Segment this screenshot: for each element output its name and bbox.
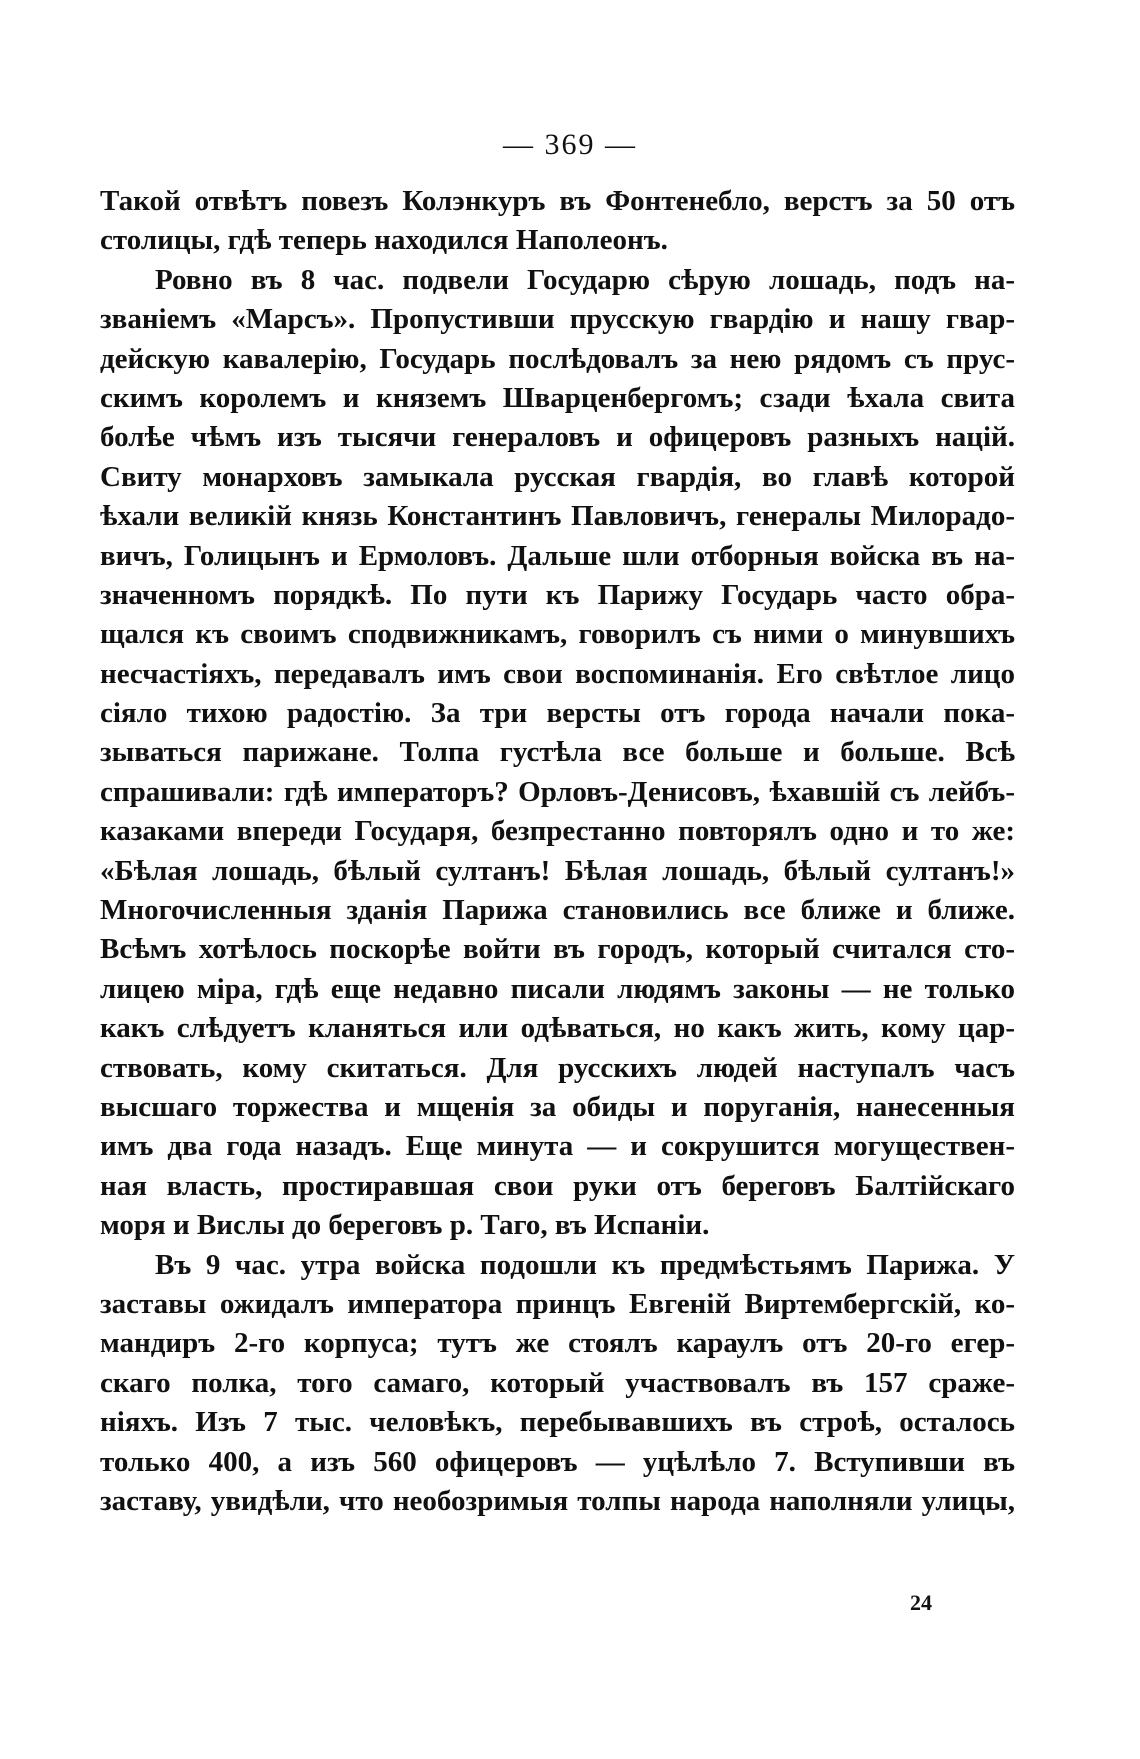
- text-line: столицы, гдѣ теперь находился Наполеонъ.: [100, 224, 668, 257]
- text-line: званіемъ «Марсъ». Пропустивши прусскую гвардію и нашу гвар-: [100, 303, 1015, 336]
- page-number: — 369 —: [503, 128, 637, 161]
- signature-mark: 24: [910, 1590, 932, 1615]
- text-line: заставу, увидѣли, что необозримыя толпы народа наполняли улицы,: [100, 1484, 1015, 1517]
- text-line: какъ слѣдуетъ кланяться или одѣваться, но какъ жить, кому цар-: [100, 1012, 1015, 1045]
- text-line: Многочисленныя зданія Парижа становились все ближе и ближе.: [100, 894, 1015, 927]
- text-line: ствовать, кому скитаться. Для русскихъ людей наступалъ часъ: [100, 1051, 1015, 1084]
- body-text: [100, 182, 1015, 1521]
- text-line: дейскую кавалерію, Государь послѣдовалъ за нею рядомъ съ прус-: [100, 342, 1015, 375]
- text-line: лицею міра, гдѣ еще недавно писали людямъ законы — не только: [100, 972, 1015, 1005]
- text-line: «Бѣлая лошадь, бѣлый султанъ! Бѣлая лошадь, бѣлый султанъ!»: [100, 854, 1015, 887]
- text-line: высшаго торжества и мщенія за обиды и поруганія, нанесенныя: [100, 1090, 1015, 1123]
- text-line: моря и Вислы до береговъ р. Таго, въ Испаніи.: [100, 1209, 710, 1242]
- text-line: Свиту монарховъ замыкала русская гвардія, во главѣ которой: [100, 460, 1015, 493]
- text-line: ніяхъ. Изъ 7 тыс. человѣкъ, перебывавшихъ въ строѣ, осталось: [100, 1406, 1015, 1439]
- text-line: вичъ, Голицынъ и Ермоловъ. Дальше шли отборныя войска въ на-: [100, 539, 1015, 572]
- text-line: мандиръ 2-го корпуса; тутъ же стоялъ караулъ отъ 20-го егер-: [100, 1327, 1015, 1360]
- text-line: спрашивали: гдѣ императоръ? Орловъ-Денисовъ, ѣхавшій съ лейбъ-: [100, 775, 1015, 808]
- text-line: имъ два года назадъ. Еще минута — и сокрушится могуществен-: [100, 1130, 1015, 1163]
- text-line: Всѣмъ хотѣлось поскорѣе войти въ городъ, который считался сто-: [100, 933, 1015, 966]
- text-line: Въ 9 час. утра войска подошли къ предмѣстьямъ Парижа. У: [155, 1248, 1015, 1281]
- text-line: казаками впереди Государя, безпрестанно повторялъ одно и то же:: [100, 815, 1015, 848]
- text-line: скаго полка, того самаго, который участвовалъ въ 157 сраже-: [100, 1366, 1015, 1399]
- text-line: щался къ своимъ сподвижникамъ, говорилъ съ ними о минувшихъ: [100, 618, 1015, 651]
- text-line: сіяло тихою радостію. За три версты отъ города начали пока-: [100, 697, 1015, 730]
- text-line: Такой отвѣтъ повезъ Колэнкуръ въ Фонтенебло, верстъ за 50 отъ: [100, 185, 1015, 217]
- text-line: только 400, а изъ 560 офицеровъ — уцѣлѣло 7. Вступивши въ: [100, 1445, 1015, 1478]
- text-line: несчастіяхъ, передавалъ имъ свои воспоминанія. Его свѣтлое лицо: [100, 657, 1015, 690]
- text-line: ная власть, простиравшая свои руки отъ береговъ Балтійскаго: [100, 1169, 1015, 1202]
- text-line: зываться парижане. Толпа густѣла все больше и больше. Всѣ: [100, 736, 1015, 769]
- text-line: заставы ожидалъ императора принцъ Евгеній Виртембергскій, ко-: [100, 1287, 1015, 1320]
- text-line: болѣе чѣмъ изъ тысячи генераловъ и офицеровъ разныхъ націй.: [100, 421, 1015, 454]
- text-line: значенномъ порядкѣ. По пути къ Парижу Государь часто обра-: [100, 578, 1015, 611]
- text-line: ѣхали великій князь Константинъ Павловичъ, генералы Милорадо-: [100, 500, 1015, 533]
- text-line: скимъ королемъ и княземъ Шварценбергомъ; сзади ѣхала свита: [100, 381, 1015, 414]
- text-line: Ровно въ 8 час. подвели Государю сѣрую лошадь, подъ на-: [155, 263, 1015, 296]
